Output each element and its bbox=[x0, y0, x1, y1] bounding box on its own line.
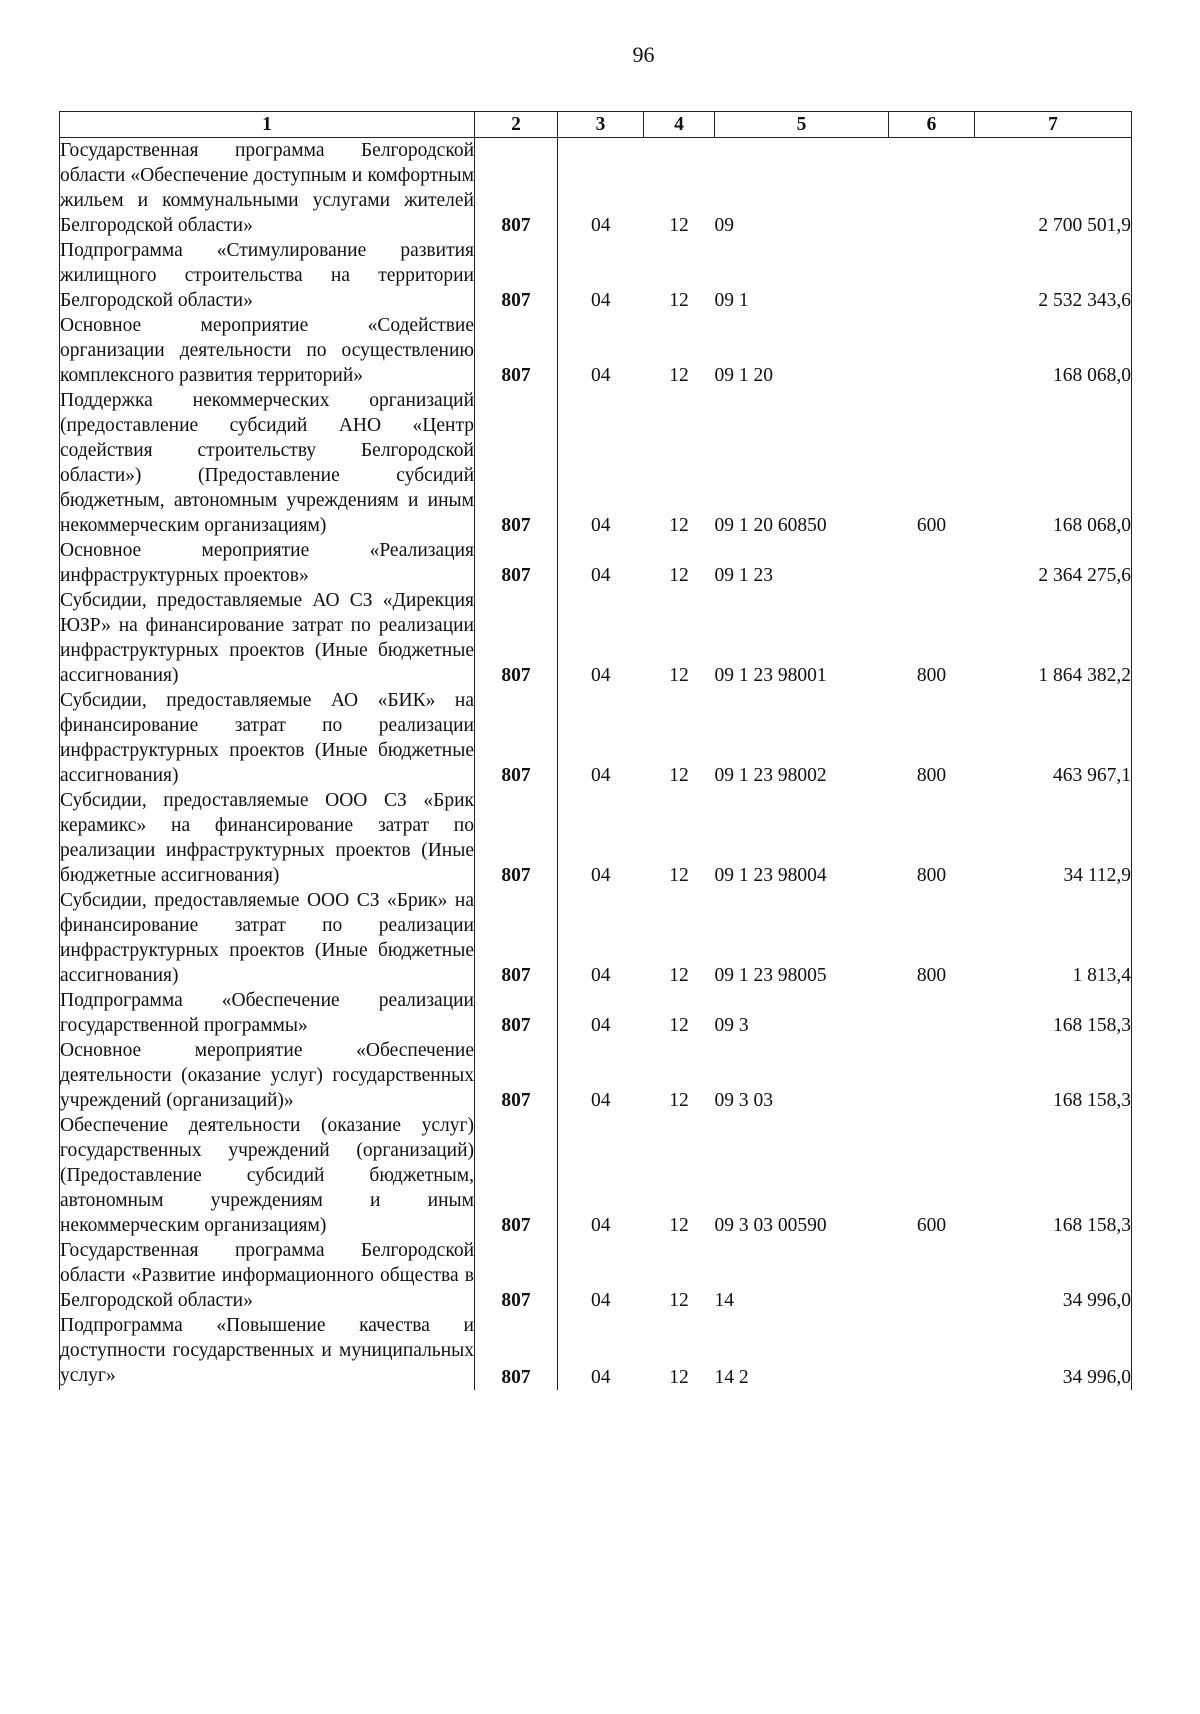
row-sum-cell: 168 158,3 bbox=[975, 988, 1132, 1038]
row-rz-cell: 04 bbox=[591, 1290, 611, 1311]
table-row bbox=[60, 538, 1132, 588]
budget-table bbox=[59, 111, 1132, 1390]
row-rz-cell: 04 bbox=[591, 515, 611, 536]
row-sum-cell: 1 864 382,2 bbox=[975, 588, 1132, 688]
row-csr-cell: 09 3 03 bbox=[714, 1090, 773, 1111]
row-vr-cell: 800 bbox=[916, 865, 947, 886]
row-name-cell: Подпрограмма «Обеспечение реализации государственной программы» bbox=[60, 990, 474, 1036]
row-ved-cell: 807 bbox=[475, 238, 558, 313]
row-sum-cell: 2 700 501,9 bbox=[975, 138, 1132, 239]
row-csr-cell: 09 1 23 98002 bbox=[714, 765, 827, 786]
row-vr-cell: 600 bbox=[916, 1215, 947, 1236]
row-vr-cell bbox=[889, 1238, 975, 1313]
row-csr-cell: 09 3 03 00590 bbox=[714, 1215, 827, 1236]
row-vr-cell bbox=[889, 538, 975, 588]
row-pr-cell: 12 bbox=[669, 215, 689, 236]
row-ved-cell: 807 bbox=[475, 138, 558, 239]
row-ved-cell: 807 bbox=[475, 1113, 558, 1238]
row-vr-cell bbox=[889, 1038, 975, 1113]
row-rz-cell: 04 bbox=[591, 965, 611, 986]
row-ved-cell: 807 bbox=[475, 1038, 558, 1113]
table-row bbox=[60, 588, 1132, 688]
row-rz-cell: 04 bbox=[591, 1215, 611, 1236]
row-csr-cell: 14 2 bbox=[714, 1367, 749, 1388]
row-vr-cell bbox=[889, 138, 975, 239]
row-sum-cell: 34 996,0 bbox=[975, 1238, 1132, 1313]
row-pr-cell: 12 bbox=[669, 1290, 689, 1311]
row-name-cell: Основное мероприятие «Реализация инфраструктурных проектов» bbox=[60, 540, 474, 586]
row-pr-cell: 12 bbox=[669, 515, 689, 536]
table-row bbox=[60, 788, 1132, 888]
row-sum-cell: 34 112,9 bbox=[975, 788, 1132, 888]
table-row bbox=[60, 238, 1132, 313]
row-vr-cell bbox=[889, 313, 975, 388]
row-vr-cell bbox=[889, 1313, 975, 1390]
row-name-cell: Государственная программа Белгородской области «Развитие информационного общества в Белгородской области» bbox=[60, 1240, 474, 1311]
row-csr-cell: 09 1 23 98004 bbox=[714, 865, 827, 886]
row-sum-cell: 34 996,0 bbox=[975, 1313, 1132, 1390]
row-sum-cell: 168 158,3 bbox=[975, 1038, 1132, 1113]
row-vr-cell bbox=[889, 988, 975, 1038]
row-name-cell: Обеспечение деятельности (оказание услуг) государственных учреждений (организаций) (Предоставление субсидий бюджетным, автономным учреждениям и иным некоммерческим организациям) bbox=[60, 1115, 474, 1236]
table-body bbox=[60, 138, 1132, 1391]
header-cell-2: 2 bbox=[475, 112, 558, 138]
row-name-cell: Основное мероприятие «Содействие организации деятельности по осуществлению комплексного развития территорий» bbox=[60, 315, 474, 386]
row-name-cell: Субсидии, предоставляемые ООО СЗ «Брик керамикс» на финансирование затрат по реализации инфраструктурных проектов (Иные бюджетные ассигнования) bbox=[60, 790, 474, 886]
row-ved-cell: 807 bbox=[475, 1238, 558, 1313]
row-rz-cell: 04 bbox=[591, 665, 611, 686]
row-csr-cell: 09 1 20 bbox=[714, 365, 773, 386]
row-name-cell: Субсидии, предоставляемые АО «БИК» на финансирование затрат по реализации инфраструктурных проектов (Иные бюджетные ассигнования) bbox=[60, 690, 474, 786]
table-row bbox=[60, 688, 1132, 788]
row-ved-cell: 807 bbox=[475, 588, 558, 688]
row-vr-cell: 800 bbox=[916, 765, 947, 786]
row-name-cell: Подпрограмма «Повышение качества и доступности государственных и муниципальных услуг» bbox=[60, 1313, 475, 1390]
row-name-cell: Подпрограмма «Стимулирование развития жилищного строительства на территории Белгородской области» bbox=[60, 240, 474, 311]
row-csr-cell: 14 bbox=[714, 1290, 734, 1311]
table-row bbox=[60, 988, 1132, 1038]
row-ved-cell: 807 bbox=[475, 688, 558, 788]
header-cell-3: 3 bbox=[558, 112, 644, 138]
row-rz-cell: 04 bbox=[591, 1367, 611, 1388]
row-rz-cell: 04 bbox=[591, 290, 611, 311]
row-vr-cell: 600 bbox=[916, 515, 947, 536]
row-rz-cell: 04 bbox=[591, 1090, 611, 1111]
row-rz-cell: 04 bbox=[591, 565, 611, 586]
header-cell-7: 7 bbox=[975, 112, 1132, 138]
row-csr-cell: 09 1 23 98005 bbox=[714, 965, 827, 986]
row-pr-cell: 12 bbox=[669, 765, 689, 786]
row-ved-cell: 807 bbox=[475, 388, 558, 538]
row-ved-cell: 807 bbox=[475, 888, 558, 988]
row-vr-cell: 800 bbox=[916, 665, 947, 686]
row-ved-cell: 807 bbox=[475, 313, 558, 388]
page-number: 96 bbox=[632, 42, 655, 67]
table-row bbox=[60, 1313, 1132, 1390]
row-pr-cell: 12 bbox=[669, 865, 689, 886]
row-csr-cell: 09 3 bbox=[714, 1015, 749, 1036]
row-name-cell: Основное мероприятие «Обеспечение деятельности (оказание услуг) государственных учреждений (организаций)» bbox=[60, 1040, 474, 1111]
row-vr-cell bbox=[889, 238, 975, 313]
table-row bbox=[60, 313, 1132, 388]
row-ved-cell: 807 bbox=[475, 1313, 558, 1390]
row-pr-cell: 12 bbox=[669, 1090, 689, 1111]
row-vr-cell: 800 bbox=[916, 965, 947, 986]
row-rz-cell: 04 bbox=[591, 865, 611, 886]
row-name-cell: Субсидии, предоставляемые ООО СЗ «Брик» на финансирование затрат по реализации инфраструктурных проектов (Иные бюджетные ассигнования) bbox=[60, 890, 474, 986]
row-csr-cell: 09 1 20 60850 bbox=[714, 515, 827, 536]
row-csr-cell: 09 1 23 bbox=[714, 565, 773, 586]
row-sum-cell: 168 068,0 bbox=[975, 388, 1132, 538]
row-csr-cell: 09 1 bbox=[714, 290, 749, 311]
row-ved-cell: 807 bbox=[475, 788, 558, 888]
row-rz-cell: 04 bbox=[591, 1015, 611, 1036]
table-row bbox=[60, 1113, 1132, 1238]
row-pr-cell: 12 bbox=[669, 565, 689, 586]
row-rz-cell: 04 bbox=[591, 765, 611, 786]
row-ved-cell: 807 bbox=[475, 538, 558, 588]
header-cell-1: 1 bbox=[60, 112, 475, 138]
row-sum-cell: 168 068,0 bbox=[975, 313, 1132, 388]
row-name-cell: Поддержка некоммерческих организаций (предоставление субсидий АНО «Центр содействия строительству Белгородской области») (Предоставление субсидий бюджетным, автономным учреждениям и иным некоммерческим организациям) bbox=[60, 390, 474, 536]
row-pr-cell: 12 bbox=[669, 365, 689, 386]
header-cell-4: 4 bbox=[644, 112, 715, 138]
row-rz-cell: 04 bbox=[591, 215, 611, 236]
table-row bbox=[60, 388, 1132, 538]
table-row bbox=[60, 1238, 1132, 1313]
row-pr-cell: 12 bbox=[669, 1367, 689, 1388]
row-csr-cell: 09 1 23 98001 bbox=[714, 665, 827, 686]
row-name-cell: Государственная программа Белгородской области «Обеспечение доступным и комфортным жильем и коммунальными услугами жителей Белгородской области» bbox=[60, 138, 475, 239]
row-csr-cell: 09 bbox=[714, 215, 734, 236]
row-pr-cell: 12 bbox=[669, 665, 689, 686]
row-ved-cell: 807 bbox=[475, 988, 558, 1038]
header-cell-6: 6 bbox=[889, 112, 975, 138]
row-pr-cell: 12 bbox=[669, 1015, 689, 1036]
table-row bbox=[60, 138, 1132, 239]
row-sum-cell: 2 364 275,6 bbox=[975, 538, 1132, 588]
row-sum-cell: 463 967,1 bbox=[975, 688, 1132, 788]
row-sum-cell: 1 813,4 bbox=[975, 888, 1132, 988]
row-sum-cell: 168 158,3 bbox=[975, 1113, 1132, 1238]
row-sum-cell: 2 532 343,6 bbox=[975, 238, 1132, 313]
row-name-cell: Субсидии, предоставляемые АО СЗ «Дирекция ЮЗР» на финансирование затрат по реализации инфраструктурных проектов (Иные бюджетные ассигнования) bbox=[60, 590, 474, 686]
header-row bbox=[60, 112, 1132, 138]
header-cell-5: 5 bbox=[715, 112, 889, 138]
row-rz-cell: 04 bbox=[591, 365, 611, 386]
row-pr-cell: 12 bbox=[669, 965, 689, 986]
table-row bbox=[60, 1038, 1132, 1113]
row-pr-cell: 12 bbox=[669, 290, 689, 311]
table-row bbox=[60, 888, 1132, 988]
row-pr-cell: 12 bbox=[669, 1215, 689, 1236]
